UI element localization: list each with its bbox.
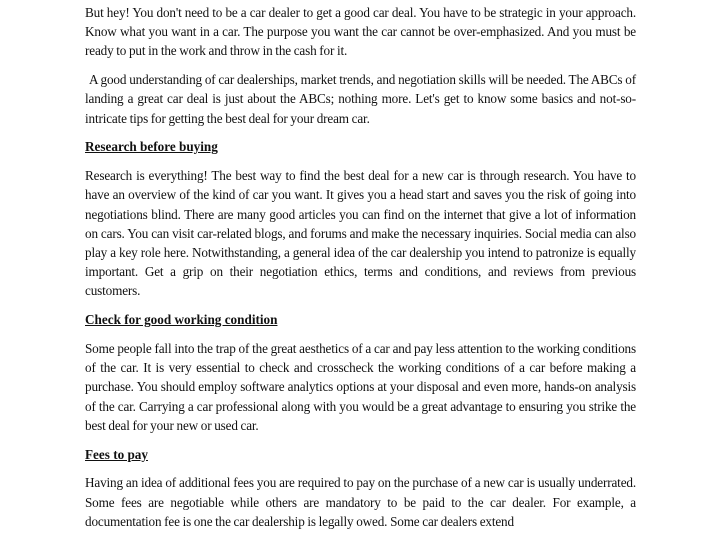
paragraph-research: Research is everything! The best way to find the best deal for a new car is through research. You have to have an overview of the kind of car you want. It gives you a head start and saves you the risk of going into negotiations blind. There are many good articles you can find on the internet that give a lot of information on cars. You can visit car-related blogs, and forums and make the necessary inquiries. Social media can also play a key role here. Notwithstanding, a general idea of the car dealership you intend to patronize is equally important. Get a grip on their negotiation ethics, terms and conditions, and reviews from previous customers. (85, 168, 636, 299)
paragraph-working-condition: Some people fall into the trap of the great aesthetics of a car and pay less attention to the working conditions of the car. It is very essential to check and crosscheck the working conditions of a car before making a purchase. You should employ software analytics options at your disposal and even more, hands-on analysis of the car. Carrying a car professional along with you would be a great advantage to ensuring you strike the best deal for your new or used car. (85, 341, 636, 433)
heading-working-condition: Check for good working condition (85, 312, 278, 328)
paragraph-understanding: A good understanding of car dealerships, market trends, and negotiation skills will be needed. The ABCs of landing a great car deal is just about the ABCs; nothing more. Let's get to know some basics and not-so-intricate tips for getting the best deal for your dream car. (85, 72, 636, 126)
paragraph-intro: But hey! You don't need to be a car dealer to get a good car deal. You have to be strategic in your approach. Know what you want in a car. The purpose you want the car cannot be over-emphasized. And you must be ready to put in the work and throw in the cash for it. (85, 5, 636, 59)
paragraph-fees: Having an idea of additional fees you are required to pay on the purchase of a new car is usually underrated. Some fees are negotiable while others are mandatory to be paid to the car dealer. For example, a documentation fee is one the car dealership is legally owed. Some car dealers extend (85, 475, 636, 529)
heading-fees: Fees to pay (85, 446, 148, 462)
heading-research: Research before buying (85, 139, 218, 155)
document-page (85, 3, 636, 531)
